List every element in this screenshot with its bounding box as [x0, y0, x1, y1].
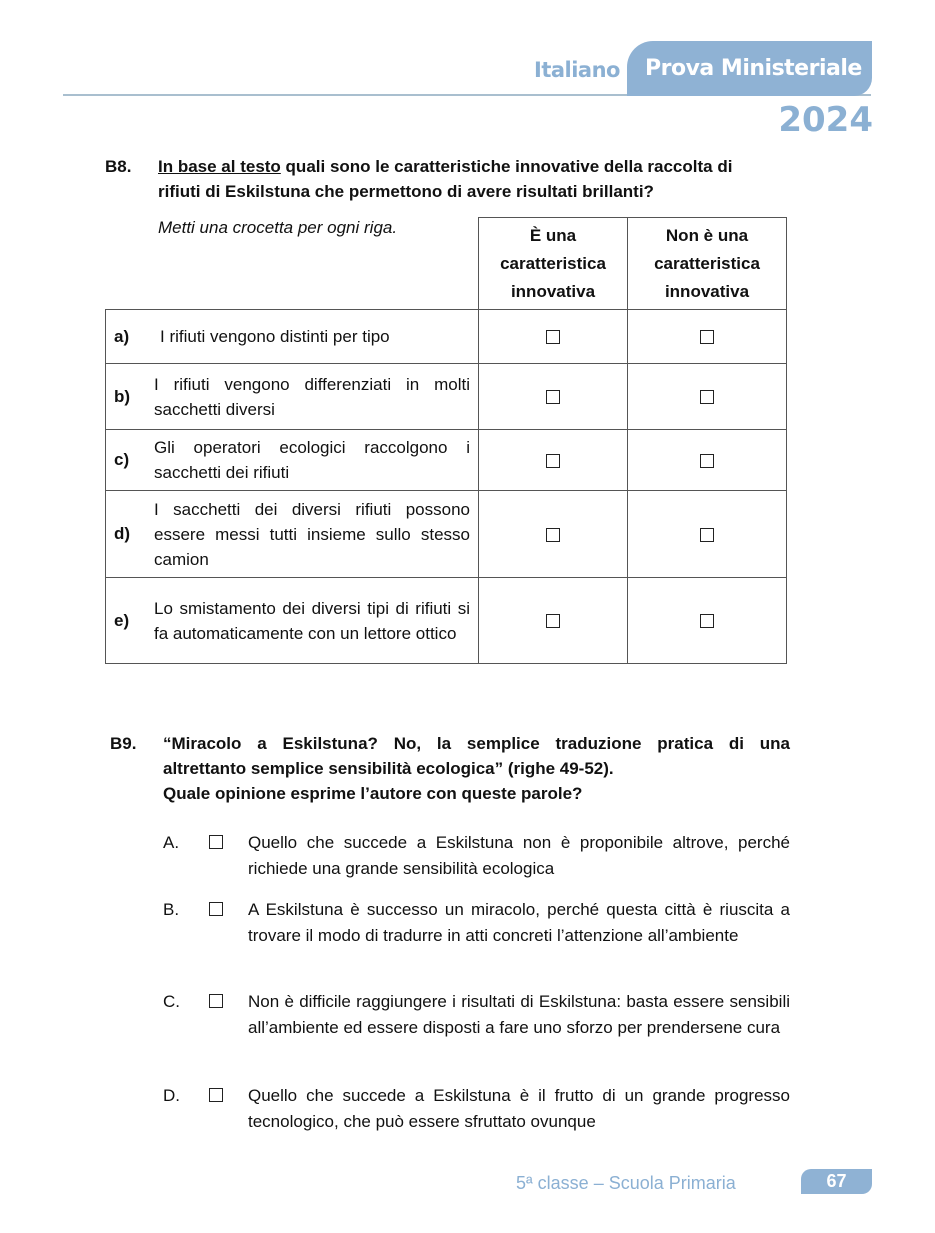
question-prompt: Quale opinione esprime l’autore con queste parole? — [163, 784, 583, 803]
question-text-b8 — [158, 154, 788, 204]
checkbox-cell[interactable] — [628, 491, 787, 578]
checkbox-not-innovative-e[interactable] — [700, 614, 714, 628]
checkbox-cell[interactable] — [628, 430, 787, 491]
header-line: Non è una — [665, 225, 749, 245]
row-letter: c) — [106, 430, 155, 491]
instruction: Metti una crocetta per ogni riga. — [158, 218, 398, 237]
question-number-b8: B8. — [105, 157, 132, 176]
checkbox-innovative-c[interactable] — [546, 454, 560, 468]
checkbox-cell[interactable] — [479, 364, 628, 430]
checkbox-cell[interactable] — [628, 364, 787, 430]
table-row — [106, 364, 787, 430]
row-statement: I sacchetti dei diversi rifiuti possono essere messi tutti insieme sullo stesso camion — [154, 491, 479, 578]
page-number: 67 — [801, 1169, 872, 1194]
option-text: Quello che succede a Eskilstuna non è proponibile altrove, perché richiede una grande sensibilità ecologica — [248, 833, 790, 878]
question-emphasis: In base al testo — [158, 157, 281, 176]
checkbox-option-b[interactable] — [209, 902, 223, 916]
exam-badge — [627, 41, 872, 96]
checkbox-innovative-e[interactable] — [546, 614, 560, 628]
table-row — [106, 578, 787, 664]
checkbox-innovative-d[interactable] — [546, 528, 560, 542]
checkbox-option-c[interactable] — [209, 994, 223, 1008]
question-text-line1: quali sono le caratteristiche innovative della raccolta di — [280, 157, 733, 176]
table-row — [106, 430, 787, 491]
checkbox-cell[interactable] — [628, 578, 787, 664]
column-header-innovative — [479, 218, 628, 310]
question-text-b9 — [163, 731, 790, 806]
option-label: A. — [163, 833, 180, 852]
row-letter: d) — [106, 491, 155, 578]
option-label: C. — [163, 992, 180, 1011]
row-statement: Gli operatori ecologici raccolgono i sacchetti dei rifiuti — [154, 430, 479, 491]
grade-label: 5ª classe – Scuola Primaria — [516, 1173, 736, 1193]
header-line: caratteristica — [654, 253, 760, 273]
quote-line1: “Miracolo a Eskilstuna? No, la semplice traduzione pratica di una — [163, 734, 790, 753]
exam-badge-label: Prova Ministeriale — [645, 56, 862, 81]
checkbox-not-innovative-a[interactable] — [700, 330, 714, 344]
row-letter: e) — [106, 578, 155, 664]
answer-grid-b8 — [105, 217, 787, 664]
checkbox-option-d[interactable] — [209, 1088, 223, 1102]
subject-label: Italiano — [534, 58, 620, 82]
checkbox-not-innovative-b[interactable] — [700, 390, 714, 404]
question-number-b9: B9. — [110, 734, 137, 753]
checkbox-cell[interactable] — [479, 310, 628, 364]
checkbox-innovative-a[interactable] — [546, 330, 560, 344]
checkbox-not-innovative-d[interactable] — [700, 528, 714, 542]
option-label: B. — [163, 900, 180, 919]
header-line: innovativa — [664, 281, 750, 301]
option-text: A Eskilstuna è successo un miracolo, perché questa città è riuscita a trovare il modo di tradurre in atti concreti l’attenzione all’ambiente — [248, 900, 790, 945]
option-text: Quello che succede a Eskilstuna è il frutto di un grande progresso tecnologico, che può essere sfruttato ovunque — [248, 1086, 790, 1131]
option-text: Non è difficile raggiungere i risultati di Eskilstuna: basta essere sensibili all’ambiente ed essere disposti a fare uno sforzo per prendersene cura — [248, 992, 790, 1037]
blank-corner — [106, 218, 479, 310]
checkbox-cell[interactable] — [479, 491, 628, 578]
row-statement: I rifiuti vengono distinti per tipo — [154, 310, 479, 364]
checkbox-innovative-b[interactable] — [546, 390, 560, 404]
header-line: caratteristica — [500, 253, 606, 273]
row-statement: Lo smistamento dei diversi tipi di rifiuti si fa automaticamente con un lettore ottico — [154, 578, 479, 664]
header-line: È una — [529, 225, 577, 245]
option-label: D. — [163, 1086, 180, 1105]
checkbox-cell[interactable] — [628, 310, 787, 364]
row-statement: I rifiuti vengono differenziati in molti sacchetti diversi — [154, 364, 479, 430]
table-row — [106, 491, 787, 578]
checkbox-option-a[interactable] — [209, 835, 223, 849]
header-line: innovativa — [510, 281, 596, 301]
checkbox-not-innovative-c[interactable] — [700, 454, 714, 468]
row-letter: b) — [106, 364, 155, 430]
row-letter: a) — [106, 310, 155, 364]
exam-year: 2024 — [778, 100, 873, 140]
quote-line2: altrettanto semplice sensibilità ecologica” (righe 49-52). — [163, 759, 614, 778]
checkbox-cell[interactable] — [479, 578, 628, 664]
column-header-not-innovative — [628, 218, 787, 310]
table-row — [106, 310, 787, 364]
checkbox-cell[interactable] — [479, 430, 628, 491]
question-text-line2: rifiuti di Eskilstuna che permettono di avere risultati brillanti? — [158, 182, 654, 201]
